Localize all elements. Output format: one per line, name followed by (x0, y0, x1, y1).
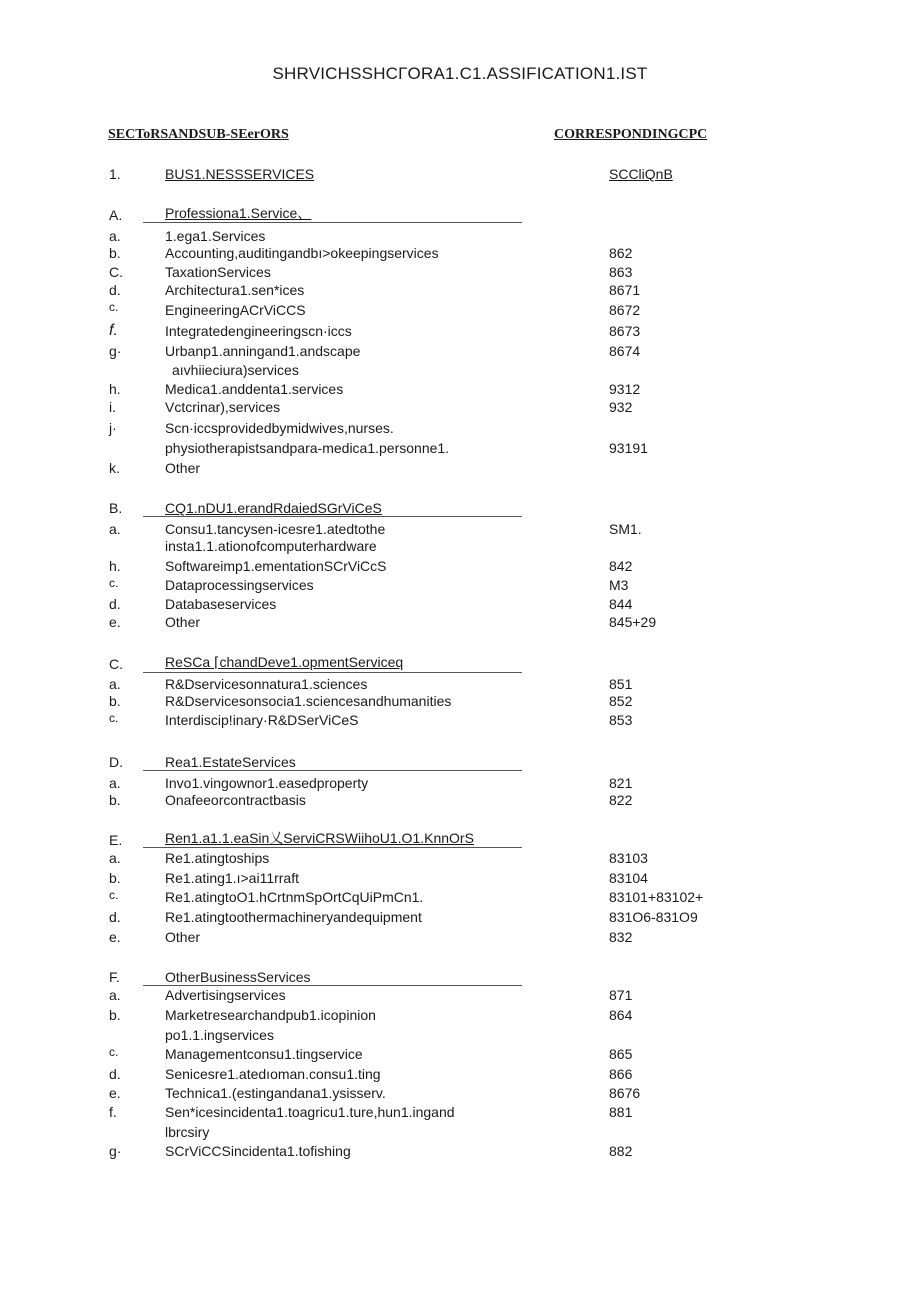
item-cpc-code: 852 (609, 693, 633, 709)
item-description: Invo1.vingownor1.easedproperty (165, 775, 369, 791)
item-cpc-code: M3 (609, 577, 629, 593)
section-rule (143, 985, 522, 986)
item-letter: b. (109, 693, 121, 709)
section-rule (143, 222, 522, 223)
item-letter: b. (109, 1007, 121, 1023)
item-description: Databaseservices (165, 596, 277, 612)
item-letter: d. (109, 282, 121, 298)
section-rule (143, 672, 522, 673)
item-description: Scn·iccsprovidedbymidwives,nurses. (165, 420, 394, 436)
item-description: Architectura1.sen*ices (165, 282, 305, 298)
item-description: Urbanp1.anningand1.andscape (165, 343, 361, 359)
section-title: Rea1.EstateServices (165, 754, 296, 770)
item-description-continued: lbrcsiry (165, 1124, 210, 1140)
item-cpc-code: 865 (609, 1046, 633, 1062)
item-cpc-code: 8673 (609, 323, 641, 339)
item-description: TaxationServices (165, 264, 271, 280)
item-cpc-code: 845+29 (609, 614, 657, 630)
item-letter: c. (109, 300, 119, 314)
item-cpc-code: 851 (609, 676, 633, 692)
item-letter: d. (109, 909, 121, 925)
item-cpc-code: 863 (609, 264, 633, 280)
item-letter: c. (109, 1045, 119, 1059)
item-cpc-code: 822 (609, 792, 633, 808)
section-title: CQ1.nDU1.erandRdaiedSGrViCeS (165, 500, 382, 516)
item-description: Integratedengineeringscn·iccs (165, 323, 352, 339)
item-description: Onafeeorcontractbasis (165, 792, 306, 808)
item-letter: a. (109, 775, 121, 791)
item-description: Interdiscip!inary·R&DSerViCeS (165, 712, 359, 728)
section-rule (143, 770, 522, 771)
section-title: ReSCa ⌈chandDeve1.opmentServiceq (165, 654, 404, 670)
item-letter: e. (109, 929, 121, 945)
item-cpc-code: 821 (609, 775, 633, 791)
item-cpc-code: 866 (609, 1066, 633, 1082)
item-letter: b. (109, 792, 121, 808)
item-letter: e. (109, 1085, 121, 1101)
item-description: Medica1.anddenta1.services (165, 381, 344, 397)
item-description: Softwareimp1.ementationSCrViCcS (165, 558, 387, 574)
section-letter: C. (109, 656, 123, 672)
item-letter: a. (109, 850, 121, 866)
item-letter: j· (109, 420, 117, 436)
item-cpc-code: 932 (609, 399, 633, 415)
item-description: SCrViCCSincidenta1.tofishing (165, 1143, 351, 1159)
item-cpc-code: 864 (609, 1007, 633, 1023)
item-cpc-code: 83101+83102+ (609, 889, 704, 905)
item-description: Re1.ating1.ı>ai11rraft (165, 870, 299, 886)
section-rule (143, 847, 522, 848)
item-letter: c. (109, 576, 119, 590)
item-letter: d. (109, 1066, 121, 1082)
item-description: R&Dservicesonsocia1.sciencesandhumanities (165, 693, 452, 709)
item-letter: c. (109, 711, 119, 725)
item-cpc-code: 8674 (609, 343, 641, 359)
item-letter: f. (109, 322, 118, 339)
item-cpc-code: 881 (609, 1104, 633, 1120)
section-letter: F. (109, 969, 120, 985)
item-description-continued: po1.1.ingservices (165, 1027, 274, 1043)
sectors-column-header: SECToRSANDSUB-SEerORS (108, 127, 289, 142)
item-letter: d. (109, 596, 121, 612)
item-description: Other (165, 460, 201, 476)
item-letter: k. (109, 460, 120, 476)
item-description: Vctcrinar),services (165, 399, 281, 415)
item-cpc-code: 871 (609, 987, 633, 1003)
item-cpc-code: 8672 (609, 302, 641, 318)
section-letter: E. (109, 832, 123, 848)
item-description: Consu1.tancysen-icesre1.atedtothe (165, 521, 386, 537)
item-description: Re1.atingtoothermachineryandequipment (165, 909, 422, 925)
section-title: Ren1.a1.1.eaSin乂ServiCRSWiihoU1.O1.KnnOrS (165, 830, 474, 846)
item-description: R&Dservicesonnatura1.sciences (165, 676, 368, 692)
item-cpc-code: 83104 (609, 870, 648, 886)
item-cpc-code: 832 (609, 929, 633, 945)
item-cpc-code: 9312 (609, 381, 641, 397)
item-description: Re1.atingtoships (165, 850, 270, 866)
main-heading-label: BUS1.NESSSERVICES (165, 166, 315, 182)
item-letter: i. (109, 399, 116, 415)
section-rule (143, 516, 522, 517)
item-cpc-code: 853 (609, 712, 633, 728)
item-description: Senicesre1.atedıoman.consu1.ting (165, 1066, 381, 1082)
item-cpc-code: 862 (609, 245, 633, 261)
item-letter: f. (109, 1104, 117, 1120)
item-letter: a. (109, 987, 121, 1003)
item-description: Other (165, 929, 201, 945)
item-letter: g· (109, 343, 122, 359)
item-description: Technica1.(estingandana1.ysisserv. (165, 1085, 386, 1101)
cpc-column-header: CORRESPONDINGCPC (554, 127, 708, 142)
item-letter: h. (109, 558, 121, 574)
item-description-continued: insta1.1.ationofcomputerhardware (165, 538, 377, 554)
item-description: Accounting,auditingandbı>okeepingservices (165, 245, 439, 261)
item-description-continued: aıvhiieciura)services (172, 362, 299, 378)
section-title: OtherBusinessServices (165, 969, 311, 985)
item-letter: h. (109, 381, 121, 397)
section-title: Professiona1.Service、 (165, 205, 312, 221)
item-description: Advertisingservices (165, 987, 286, 1003)
item-cpc-code: 844 (609, 596, 633, 612)
main-heading-code: SCCliQnB (609, 166, 673, 182)
item-description: Marketresearchandpub1.icopinion (165, 1007, 376, 1023)
item-description: Re1.atingtoO1.hCrtnmSpOrtCqUiPmCn1. (165, 889, 424, 905)
section-letter: B. (109, 500, 123, 516)
item-letter: a. (109, 521, 121, 537)
item-letter: a. (109, 228, 121, 244)
item-description-continued: physiotherapistsandpara-medica1.personne1. (165, 440, 450, 456)
item-description: Dataprocessingservices (165, 577, 314, 593)
item-description: 1.ega1.Services (165, 228, 266, 244)
item-description: Other (165, 614, 201, 630)
item-cpc-code: 8671 (609, 282, 641, 298)
section-letter: A. (109, 207, 123, 223)
document-title: SHRVICHSSHCГORA1.C1.ASSIFICATION1.IST (272, 64, 648, 83)
item-letter: g· (109, 1143, 122, 1159)
item-cpc-code: SM1. (609, 521, 642, 537)
item-letter: b. (109, 870, 121, 886)
item-letter: b. (109, 245, 121, 261)
item-description: Managementconsu1.tingservice (165, 1046, 363, 1062)
item-letter: c. (109, 888, 119, 902)
item-description: EngineeringACrViCCS (165, 302, 306, 318)
item-cpc-code: 83103 (609, 850, 648, 866)
item-description: Sen*icesincidenta1.toagricu1.ture,hun1.ingand (165, 1104, 455, 1120)
section-letter: D. (109, 754, 123, 770)
item-cpc-code: 93191 (609, 440, 648, 456)
item-cpc-code: 8676 (609, 1085, 641, 1101)
item-cpc-code: 842 (609, 558, 633, 574)
item-letter: a. (109, 676, 121, 692)
item-cpc-code: 882 (609, 1143, 633, 1159)
item-cpc-code: 831O6-831O9 (609, 909, 698, 925)
item-letter: e. (109, 614, 121, 630)
main-heading-number: 1. (109, 166, 121, 182)
item-letter: C. (109, 264, 123, 280)
